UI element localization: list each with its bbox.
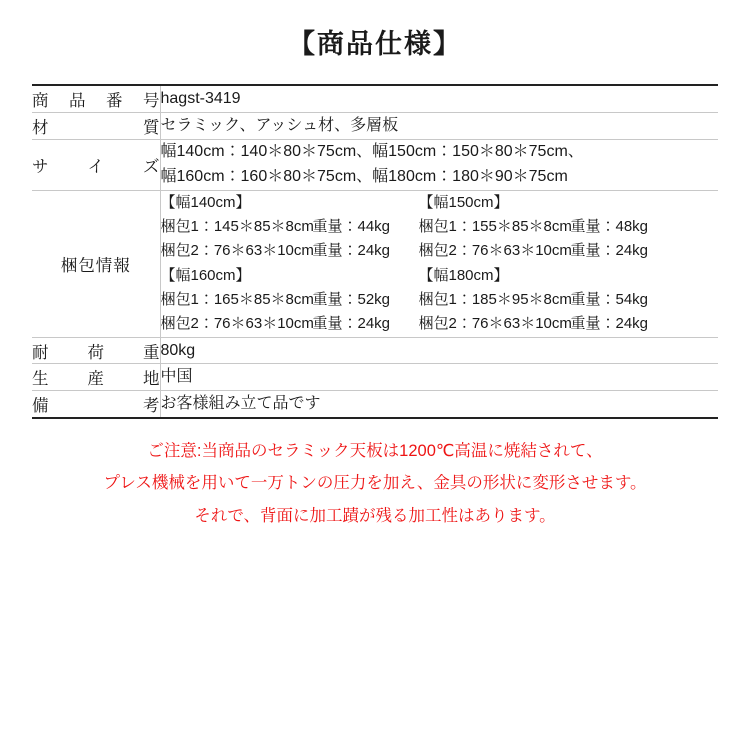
table-row-product-number [32,85,718,112]
packing-dimension: 梱包1：155＊85＊8cm [418,218,572,236]
packing-dimension: 梱包2：76＊63＊10cm [418,242,572,260]
table-row-remarks [32,391,718,418]
label-char: 重 [143,343,160,362]
packing-heading: 【幅140cm】 [160,193,251,211]
value-line: お客様組み立て品です [160,395,321,413]
table-row-origin [32,364,718,391]
value-line: hagst-3419 [160,90,241,108]
label-char: 品 [69,92,86,111]
label-char: 商 [32,92,49,111]
label-char: サ [32,158,49,176]
label-char: 考 [143,397,160,416]
packing-block-180 [419,264,719,337]
caution-line: それで、背面に加工蹟が残る加工性はあります。 [194,506,556,525]
label-char: 包 [78,256,96,275]
row-value-size [160,140,718,191]
packing-weight: 重量：24kg [312,315,391,333]
label-char: 梱 [60,256,79,275]
label-char: 荷 [87,343,104,362]
packing-heading: 【幅150cm】 [418,193,509,211]
value-line: セラミック、アッシュ材、多層板 [160,117,399,135]
packing-line [161,239,419,263]
row-label-packing-info [32,190,160,337]
table-row-packing-info [32,190,718,337]
label-char: 号 [143,92,160,111]
packing-line [161,312,419,336]
value-line: 中国 [160,368,193,386]
label-char: 産 [87,370,104,389]
packing-block-160 [161,264,419,337]
packing-dimension: 梱包1：185＊95＊8cm [418,290,572,308]
table-row-load-capacity [32,337,718,364]
value-line: 幅160cm：160＊80＊75cm、幅180cm：180＊90＊75cm [160,168,568,185]
packing-heading: 【幅180cm】 [418,266,509,284]
caution-line: プレス機械を用いて一万トンの圧力を加え、金具の形状に変形させます。 [103,474,647,493]
label-char: 質 [143,119,160,138]
packing-line [419,288,719,312]
label-char: 耐 [32,343,49,362]
label-char: ズ [143,158,160,176]
page-title: 【商品仕様】 [288,29,462,59]
packing-dimension: 梱包1：165＊85＊8cm [160,290,314,308]
packing-dimension: 梱包2：76＊63＊10cm [160,242,314,260]
packing-line [419,215,719,239]
packing-weight: 重量：24kg [312,242,391,260]
label-char: 番 [106,92,123,111]
row-label-product-number [32,85,160,112]
row-value-packing-info [160,190,718,337]
packing-line [419,239,719,263]
table-row-material [32,113,718,140]
packing-dimension: 梱包2：76＊63＊10cm [418,315,572,333]
value-line: 80kg [160,341,196,359]
row-value-remarks [160,391,718,418]
packing-weight: 重量：48kg [570,218,649,236]
value-line: 幅140cm：140＊80＊75cm、幅150cm：150＊80＊75cm、 [160,143,584,161]
label-char: 備 [32,397,49,416]
row-label-load-capacity [32,337,160,364]
label-char: イ [87,158,104,176]
packing-grid [161,191,719,337]
packing-weight: 重量：54kg [570,290,649,308]
row-label-size [32,140,160,191]
spec-table-container [32,84,718,419]
packing-dimension: 梱包2：76＊63＊10cm [160,315,314,333]
caution-note [0,435,750,532]
packing-line [161,215,419,239]
label-char: 材 [32,119,49,138]
row-label-remarks [32,391,160,418]
row-value-load-capacity [160,337,718,364]
row-value-origin [160,364,718,391]
row-value-product-number [160,85,718,112]
packing-weight: 重量：44kg [312,218,391,236]
caution-line: ご注意:当商品のセラミック天板は1200℃高温に焼結されて、 [147,442,603,461]
label-char: 生 [32,370,49,389]
row-label-material [32,113,160,140]
row-value-material [160,113,718,140]
packing-weight: 重量：24kg [570,242,649,260]
row-label-origin [32,364,160,391]
packing-line [161,288,419,312]
table-row-size [32,140,718,191]
spec-table [32,84,718,419]
packing-block-140 [161,191,419,264]
label-char: 報 [113,256,131,275]
packing-dimension: 梱包1：145＊85＊8cm [160,218,314,236]
label-char: 情 [95,256,114,275]
packing-heading: 【幅160cm】 [160,266,251,284]
packing-block-150 [419,191,719,264]
packing-line [419,312,719,336]
packing-weight: 重量：24kg [570,315,649,333]
label-char: 地 [143,370,160,389]
packing-weight: 重量：52kg [312,290,391,308]
